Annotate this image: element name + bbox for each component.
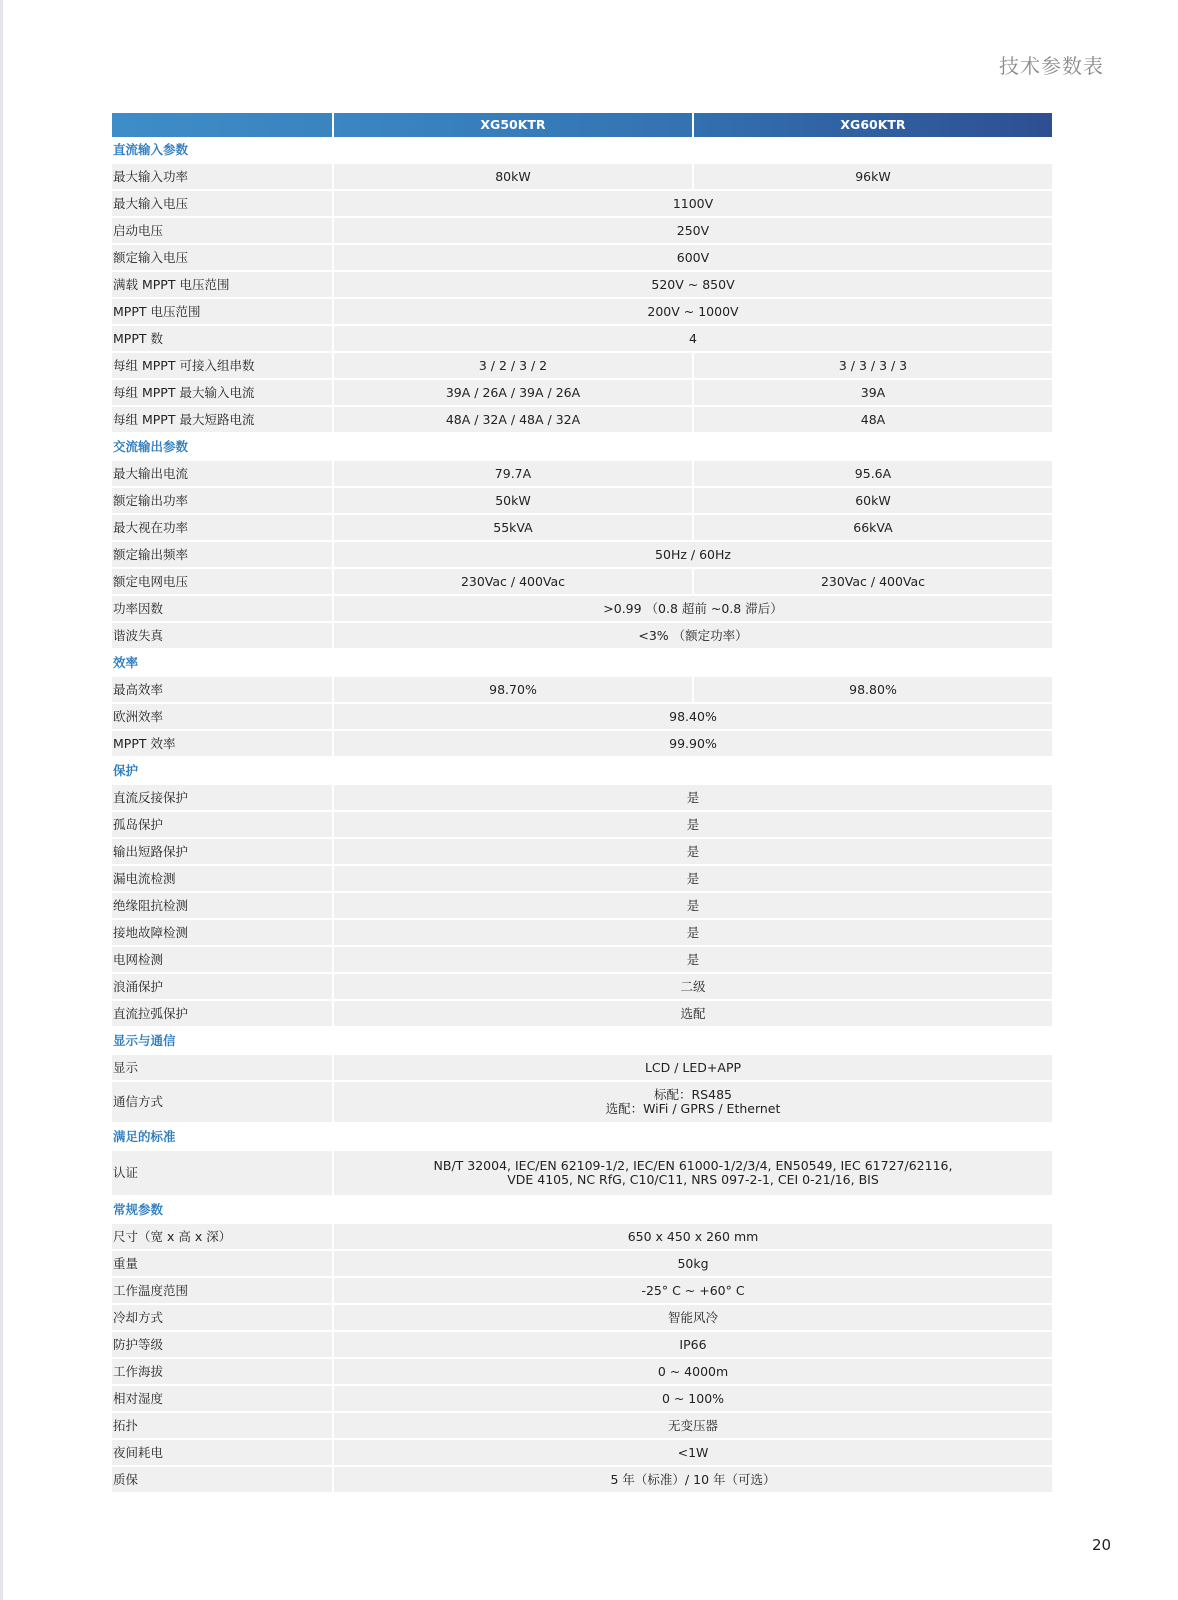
table-row (112, 245, 1052, 272)
page-title: 技术参数表 (999, 54, 1104, 78)
row-label: 额定输出频率 (112, 542, 332, 569)
row-label: 功率因数 (112, 596, 332, 623)
table-row (112, 1278, 1052, 1305)
row-label: 显示 (112, 1055, 332, 1082)
row-label: 相对湿度 (112, 1386, 332, 1413)
value-both-models: 1100V (332, 191, 1052, 218)
section-title: 常规参数 (112, 1197, 1052, 1224)
value-line: 标配：RS485 (654, 1087, 732, 1102)
value-both-models: 0 ~ 4000m (332, 1359, 1052, 1386)
table-row (112, 218, 1052, 245)
table-row (112, 974, 1052, 1001)
table-row (112, 1359, 1052, 1386)
table-row (112, 785, 1052, 812)
row-label: 最大输出电流 (112, 461, 332, 488)
row-label: 浪涌保护 (112, 974, 332, 1001)
table-row (112, 1224, 1052, 1251)
row-label: MPPT 数 (112, 326, 332, 353)
section-header-row (112, 758, 1052, 785)
row-label: 直流拉弧保护 (112, 1001, 332, 1028)
row-label: 满载 MPPT 电压范围 (112, 272, 332, 299)
table-row (112, 893, 1052, 920)
value-line: 选配：WiFi / GPRS / Ethernet (605, 1101, 781, 1116)
header-model-xg60ktr: XG60KTR (692, 113, 1052, 137)
table-row (112, 1001, 1052, 1028)
value-xg50ktr: 80kW (332, 164, 692, 191)
table-row (112, 731, 1052, 758)
row-label: 额定电网电压 (112, 569, 332, 596)
table-row (112, 1055, 1052, 1082)
table-row (112, 920, 1052, 947)
table-row (112, 704, 1052, 731)
value-both-models-multiline (332, 1151, 1052, 1197)
section-header-row (112, 434, 1052, 461)
value-xg50ktr: 48A / 32A / 48A / 32A (332, 407, 692, 434)
value-xg50ktr: 50kW (332, 488, 692, 515)
table-header-row (112, 113, 1052, 137)
table-row (112, 380, 1052, 407)
section-title: 直流输入参数 (112, 137, 1052, 164)
table-row (112, 488, 1052, 515)
row-label: 接地故障检测 (112, 920, 332, 947)
value-both-models: LCD / LED+APP (332, 1055, 1052, 1082)
row-label: 电网检测 (112, 947, 332, 974)
row-label: 额定输出功率 (112, 488, 332, 515)
row-label: 每组 MPPT 最大输入电流 (112, 380, 332, 407)
row-label: 冷却方式 (112, 1305, 332, 1332)
table-row (112, 812, 1052, 839)
section-title: 交流输出参数 (112, 434, 1052, 461)
row-label: 最大输入功率 (112, 164, 332, 191)
section-header-row (112, 1197, 1052, 1224)
value-xg50ktr: 55kVA (332, 515, 692, 542)
value-both-models: 99.90% (332, 731, 1052, 758)
value-both-models: 650 x 450 x 260 mm (332, 1224, 1052, 1251)
value-xg60ktr: 3 / 3 / 3 / 3 (692, 353, 1052, 380)
value-xg60ktr: 60kW (692, 488, 1052, 515)
value-both-models: >0.99 （0.8 超前 ~0.8 滞后） (332, 596, 1052, 623)
value-both-models: IP66 (332, 1332, 1052, 1359)
section-title: 保护 (112, 758, 1052, 785)
row-label: 输出短路保护 (112, 839, 332, 866)
section-header-row (112, 137, 1052, 164)
value-xg60ktr: 96kW (692, 164, 1052, 191)
value-both-models: 4 (332, 326, 1052, 353)
row-label: 质保 (112, 1467, 332, 1494)
value-both-models: 选配 (332, 1001, 1052, 1028)
table-row (112, 515, 1052, 542)
value-both-models-multiline (332, 1082, 1052, 1124)
row-label: 欧洲效率 (112, 704, 332, 731)
table-row (112, 1151, 1052, 1197)
table-row (112, 299, 1052, 326)
row-label: 最大视在功率 (112, 515, 332, 542)
value-xg60ktr: 39A (692, 380, 1052, 407)
table-row (112, 272, 1052, 299)
value-both-models: 520V ~ 850V (332, 272, 1052, 299)
table-row (112, 1386, 1052, 1413)
value-xg50ktr: 79.7A (332, 461, 692, 488)
table-row (112, 164, 1052, 191)
page-edge (0, 0, 3, 1600)
row-label: 认证 (112, 1151, 332, 1197)
row-label: 孤岛保护 (112, 812, 332, 839)
row-label: 工作温度范围 (112, 1278, 332, 1305)
value-both-models: 二级 (332, 974, 1052, 1001)
value-both-models: 200V ~ 1000V (332, 299, 1052, 326)
value-both-models: <3% （额定功率） (332, 623, 1052, 650)
value-xg60ktr: 230Vac / 400Vac (692, 569, 1052, 596)
header-model-xg50ktr: XG50KTR (332, 113, 692, 137)
value-both-models: 98.40% (332, 704, 1052, 731)
table-row (112, 542, 1052, 569)
value-xg60ktr: 98.80% (692, 677, 1052, 704)
section-header-row (112, 1124, 1052, 1151)
value-both-models: 0 ~ 100% (332, 1386, 1052, 1413)
value-xg50ktr: 230Vac / 400Vac (332, 569, 692, 596)
value-xg60ktr: 66kVA (692, 515, 1052, 542)
spec-table (112, 113, 1052, 1494)
value-both-models: <1W (332, 1440, 1052, 1467)
value-both-models: 是 (332, 947, 1052, 974)
value-both-models: 是 (332, 920, 1052, 947)
table-row (112, 866, 1052, 893)
value-xg60ktr: 48A (692, 407, 1052, 434)
section-header-row (112, 650, 1052, 677)
table-row (112, 1467, 1052, 1494)
table-row (112, 1251, 1052, 1278)
table-row (112, 1413, 1052, 1440)
table-row (112, 596, 1052, 623)
value-line: NB/T 32004, IEC/EN 62109-1/2, IEC/EN 61000-1/2/3/4, EN50549, IEC 61727/62116, (433, 1158, 953, 1173)
row-label: 工作海拔 (112, 1359, 332, 1386)
section-header-row (112, 1028, 1052, 1055)
value-both-models: 无变压器 (332, 1413, 1052, 1440)
value-both-models: 是 (332, 812, 1052, 839)
value-both-models: 250V (332, 218, 1052, 245)
row-label: 夜间耗电 (112, 1440, 332, 1467)
header-label-column (112, 113, 332, 137)
value-xg50ktr: 3 / 2 / 3 / 2 (332, 353, 692, 380)
table-row (112, 1305, 1052, 1332)
table-row (112, 407, 1052, 434)
value-both-models: -25° C ~ +60° C (332, 1278, 1052, 1305)
table-row (112, 947, 1052, 974)
value-both-models: 5 年（标准）/ 10 年（可选） (332, 1467, 1052, 1494)
row-label: 防护等级 (112, 1332, 332, 1359)
row-label: 尺寸（宽 x 高 x 深） (112, 1224, 332, 1251)
table-row (112, 1440, 1052, 1467)
section-title: 满足的标准 (112, 1124, 1052, 1151)
row-label: MPPT 效率 (112, 731, 332, 758)
row-label: 最高效率 (112, 677, 332, 704)
row-label: 漏电流检测 (112, 866, 332, 893)
table-row (112, 353, 1052, 380)
table-row (112, 326, 1052, 353)
value-both-models: 50Hz / 60Hz (332, 542, 1052, 569)
row-label: 额定输入电压 (112, 245, 332, 272)
spec-table-body (112, 137, 1052, 1494)
row-label: 每组 MPPT 可接入组串数 (112, 353, 332, 380)
table-row (112, 191, 1052, 218)
row-label: 每组 MPPT 最大短路电流 (112, 407, 332, 434)
row-label: 启动电压 (112, 218, 332, 245)
table-row (112, 839, 1052, 866)
table-row (112, 623, 1052, 650)
value-both-models: 50kg (332, 1251, 1052, 1278)
value-both-models: 是 (332, 866, 1052, 893)
row-label: 直流反接保护 (112, 785, 332, 812)
row-label: 谐波失真 (112, 623, 332, 650)
value-both-models: 600V (332, 245, 1052, 272)
value-both-models: 智能风冷 (332, 1305, 1052, 1332)
row-label: 拓扑 (112, 1413, 332, 1440)
section-title: 显示与通信 (112, 1028, 1052, 1055)
value-xg60ktr: 95.6A (692, 461, 1052, 488)
value-xg50ktr: 98.70% (332, 677, 692, 704)
value-both-models: 是 (332, 839, 1052, 866)
value-both-models: 是 (332, 785, 1052, 812)
value-xg50ktr: 39A / 26A / 39A / 26A (332, 380, 692, 407)
table-row (112, 677, 1052, 704)
section-title: 效率 (112, 650, 1052, 677)
table-row (112, 1082, 1052, 1124)
row-label: 绝缘阻抗检测 (112, 893, 332, 920)
row-label: 重量 (112, 1251, 332, 1278)
row-label: 最大输入电压 (112, 191, 332, 218)
table-row (112, 461, 1052, 488)
row-label: 通信方式 (112, 1082, 332, 1124)
page-number: 20 (1092, 1536, 1112, 1554)
table-row (112, 569, 1052, 596)
value-line: VDE 4105, NC RfG, C10/C11, NRS 097-2-1, CEI 0-21/16, BIS (507, 1172, 879, 1187)
row-label: MPPT 电压范围 (112, 299, 332, 326)
table-row (112, 1332, 1052, 1359)
value-both-models: 是 (332, 893, 1052, 920)
